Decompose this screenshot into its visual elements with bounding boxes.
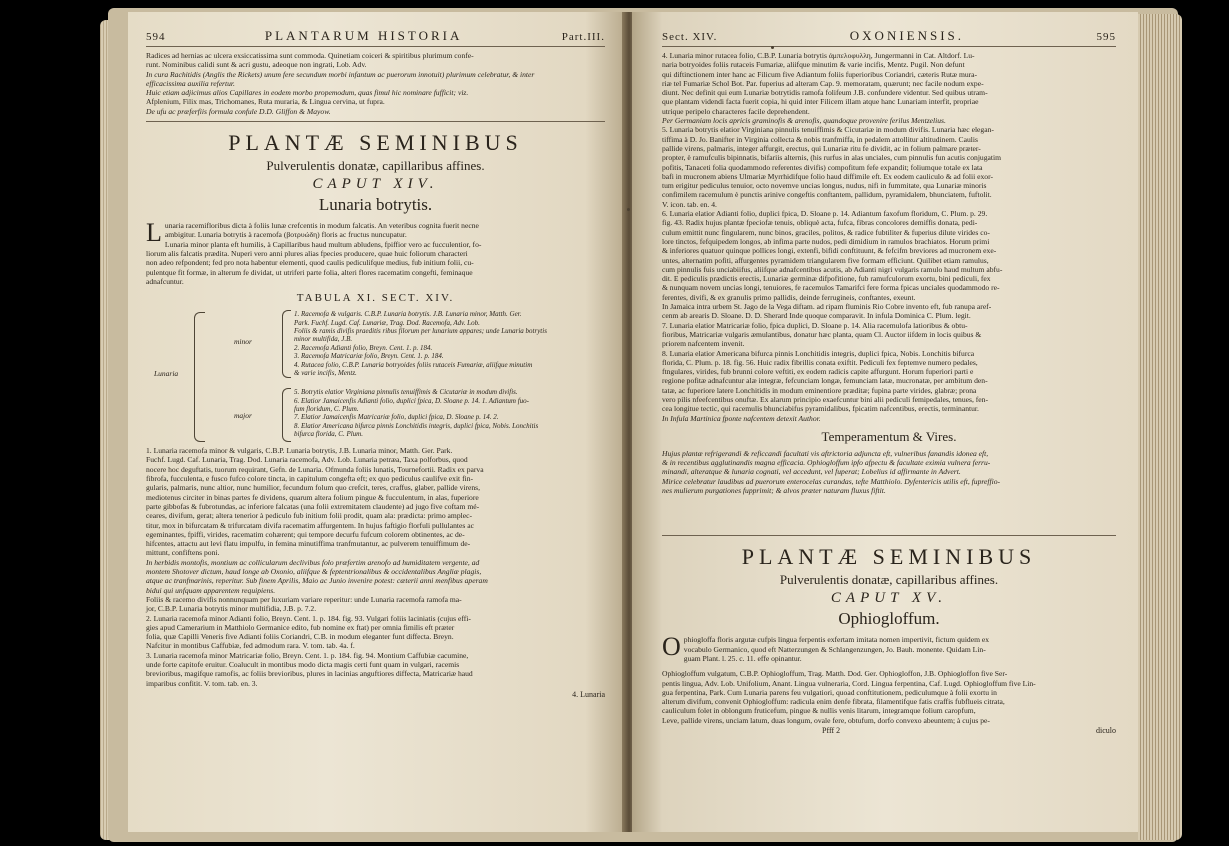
text-line: In Jamaica intra urbem St. Jago de la Vega diftam. ad ripam fluminis Rio Cobre invento eft, fub ranupa aref- — [662, 302, 992, 312]
text-line: 2. Lunaria racemofa minor Adianti folio, Breyn. Cent. 1. p. 184. fig. 93. Vulgari foliis laciniatis (cujus effi- — [146, 613, 471, 623]
table-entry: 3. Racemofa Matricariæ folio, Breyn. Cent. 1. p. 184. — [294, 352, 444, 361]
table-major-brace — [282, 388, 291, 442]
table-major-label: major — [234, 411, 252, 421]
divider-rule — [662, 535, 1116, 536]
text-line: 3. Lunaria racemofa minor Matricariæ folio, Breyn. Cent. 1. p. 184. fig. 94. Montium Caffubiæ cacumine, — [146, 650, 469, 660]
text-line: bafi in mucronem abiens Ulmariæ Myrrhidifque folio haud diffimile eft. Ex eodem cauliculo & ad folii exor- — [662, 171, 993, 181]
text-line: & nunquam novem uncias longi, tenuiores, fe racemulos Tamarifci fere forma fpicas unciales quodammodo re- — [662, 283, 1000, 293]
text-line: untes, alternatim pofiti, affurgentes pyramidem triangularem five formam efficiunt. Quilibet etiam ramulus, — [662, 255, 989, 265]
text-line: Foliis & racemo divifis nonnunquam per luxuriam variare reperitur: unde Lunaria racemofa ramofa ma- — [146, 594, 462, 604]
right-page — [632, 12, 1138, 832]
text-line: atque ac tranfmarinis, reperitur. Sub finem Aprilis, Maio ac Junio invenire potest: cæterii anni menfibus aperam — [146, 576, 488, 586]
text-line: 1. Lunaria racemofa minor & vulgaris, C.B.P. Lunaria botrytis, J.B. Lunaria minor, Matth. Ger. Park. — [146, 446, 453, 456]
table-entry: 6. Elatior Jamaicenfis Adianti folio, duplici fpica, D. Sloane p. 14. 1. Adiantum fuo- — [294, 396, 530, 405]
right-page-content — [662, 28, 1116, 822]
right-section-title: PLANTÆ SEMINIBUS — [741, 544, 1037, 570]
text-line: propter, è ramufculis bipinnatis, bifariis alternis, (his rurfus in alas unciales, cum pinnulis fun acutis conjugatim — [662, 153, 1002, 163]
text-line: mittunt, confiftens poni. — [146, 548, 220, 558]
text-line: florida, C. Plum. p. 18. fig. 56. Huic radix fibrillis conata exiftit. Pediculi fex feptemve numero pedales, — [662, 357, 978, 367]
table-entry: 8. Elatior Americana bifurca pinnis Lonchitidis integris, duplici fpica, Nobis. Lonchitis — [294, 421, 539, 430]
text-line: guam Plant. l. 25. c. 11. effe opinantur. — [683, 653, 802, 663]
table-group-label: Lunaria — [154, 369, 179, 379]
text-line: fibrofa, fucculenta, e fusco fufco colore tincta, in capitulum congefta eft; ex quo pediculus caulifve exit fin- — [146, 474, 474, 484]
right-body-text-a — [662, 51, 1116, 423]
table-entry: minor multifida, J.B. — [294, 335, 353, 344]
left-catchword: 4. Lunaria — [572, 689, 605, 699]
text-line: In cura Rachitidis (Anglis the Rickets) unum fere secundum morbi infantum ac puerorum innotuit) plurimum celebratur, & inter — [146, 69, 535, 79]
text-line: ferentes, divifi, & ex granulis primo pallidis, deinde ferrugineis, conftantes, exeunt. — [662, 292, 916, 302]
text-line: folia, quæ Capilli Veneris five Adianti foliis Coriandri, C.B. in modum eleganter funt diffecta. Breyn. — [146, 632, 454, 642]
text-line: fig. 43. Radix hujus plantæ fpeciofæ tenuis, obliquè acta, fufca, fibras concolores demiffis donata, pedi- — [662, 218, 978, 228]
text-line: titur, mox in bifurcatam & trifurcatam divifa racematim affurgentem. In hujus faftigio florfuli pullulantes ac — [146, 520, 474, 530]
left-running-head — [146, 28, 605, 47]
right-opening-paragraph — [662, 632, 1116, 663]
text-line: lore tinctos, fefquipedem longos, ab infima parte nudos, pedi dimidium in ramulos brachiatos. Horum primi — [662, 236, 990, 246]
table-entry: Foliis & ramis divifis praeditis ribus filorum per lunarium appares; unde Lunaria botrytis — [294, 326, 547, 335]
text-line: egeminantes, fpiffi, virides, racematim cohærent; qui tempore decurfu fufcum colorem obtinentes, ac de- — [146, 529, 465, 539]
text-line: bidui qui unfquam apparentem requipiens. — [146, 585, 276, 595]
table-entry: 4. Rutacea folio, C.B.P. Lunaria botryoides foliis rutaceis Fumariæ, aliifque minutim — [294, 360, 533, 369]
divider-rule — [146, 121, 605, 122]
left-section-title: PLANTÆ SEMINIBUS — [228, 130, 523, 156]
text-line: In Infula Martinica fponte nafcentem detexit Author. — [662, 413, 821, 423]
text-line: 8. Lunaria elatior Americana bifurca pinnis Lonchitidis integris, duplici fpica, Nobis. Lonchitis bifurca — [662, 348, 975, 358]
table-entry: 7. Elatior Jamaicenfis Matricariæ folio, duplici fpica, D. Sloane p. 14. 2. — [294, 413, 499, 422]
text-line: brevioribus, magifque ramofis, ac foliis brevioribus, plures in lacinias anguftiores diffecta, Matricariæ haud — [146, 669, 473, 679]
left-genus-heading: Lunaria botrytis. — [318, 195, 433, 215]
text-line: & in recentibus agglutinandis magna efficacia. Ophiogloffum ipfo afpectu & facultate eximia vulnera ferru- — [662, 458, 991, 468]
left-section-subtitle: Pulverulentis donatæ, capillaribus affines. — [266, 158, 485, 174]
text-line: Huic etiam adjicimus alios Capillares in eodem morbo propemodum, quas fimul hic nominare fufficit; viz. — [146, 88, 469, 98]
text-line: Nafcitur in montibus Caffubiæ, fed admodum rara. V. tom. tab. 4a. f. — [146, 641, 355, 651]
text-line: Afplenium, Filix mas, Trichomanes, Ruta muraria, & Lingua cervina, ut fupra. — [146, 97, 385, 107]
text-line: hifcentes, attactu aut levi flatu impulfu, in femina minutiffima tranfmutantur, ac pulverem tenuiffimum de- — [146, 539, 471, 549]
text-line: pentis lingua, Adv. Lob. Unifolium, Anant. Lingua vulneraria, Cord. Lingua ferpentina, Caf. Lugd. Ophiogloffum five Lin- — [662, 678, 1036, 688]
page-pinhole — [627, 208, 630, 211]
text-line: ambigitur. Lunaria botrytis à racemofa (βοτρυώδη) floris ac fructus nuncupatur. — [164, 230, 407, 240]
right-genus-heading: Ophiogloffum. — [838, 609, 940, 629]
page-pinhole — [771, 46, 774, 49]
text-line: Fuchf. Lugd. Caf. Lunaria, Trag. Dod. Lunaria racemofa, Adv. Lob. Lunaria petræa, Taxa polforbus, quod — [146, 455, 468, 465]
text-line: Radices ad hernias ac ulcera exsiccatissima sunt commoda. Quinetiam coiceri & spiritibus plurimum confe- — [146, 51, 474, 60]
text-line: Leve, pallide virens, unciam latum, duas longum, ovale fere, obtufum, dorfo convexo abeuntem; à cujus pe- — [662, 715, 990, 725]
table-entry: bifurca florida, C. Plum. — [294, 430, 363, 439]
left-running-title: PLANTARUM HISTORIA — [264, 28, 463, 43]
text-line: efficacissima auxilia refertur. — [146, 78, 235, 88]
text-line: priorem nafcentem invenit. — [662, 339, 745, 349]
table-minor-list — [294, 310, 605, 377]
text-line: fioribus, Matricariæ vulgaris æmulantibus, donatur hæc planta, quam Cl. Auctor iifdem in locis quibus & — [662, 329, 982, 339]
text-line: liorum alis falcatis prædita. Nuperi vero anni plures alias fpecies producere, quae huic foliorum characteri — [146, 248, 468, 258]
text-line: De ufu ac præferfiis formula confule D.D. Gliffon & Mayow. — [146, 106, 331, 116]
right-running-title: OXONIENSIS. — [849, 28, 965, 43]
text-line: nes mulierum purgationes fupprimit; & alvos præter naturam fluxus fiftit. — [662, 486, 886, 496]
right-section-label: Sect. XIV. — [662, 31, 718, 43]
left-body-text — [146, 446, 605, 688]
text-line: naria botryoides foliis rutaceis Fumariæ, aliifque minutim & varie incifis, Mentz. Pugil. Non defunt — [662, 60, 965, 70]
table-entry: Park. Fuchf. Lugd. Caf. Lunariæ, Trag. Dod. Racemofa, Adv. Lob. — [294, 318, 480, 327]
text-line: pofitis, Tanaceti folia quodammodo referentes divifis) compofitum fefe expandit; foliumque totale ex lata — [662, 162, 983, 172]
text-line: Mirice celebratur laudibus ad puerorum enterocelas curandas, tefte Matthiolo. Dyfentericis utilis eft, fupreffio- — [662, 476, 1001, 486]
left-dropcap: L — [146, 218, 162, 248]
text-line: utrique peripelo characteres facile deprehendent. — [662, 106, 810, 116]
tabula-heading: TABULA XI. SECT. XIV. — [296, 292, 455, 305]
text-line: phiogloffa floris argutæ cufpis lingua ferpentis exfertam imitata nomen impertivit, fictum quidem ex — [683, 635, 990, 645]
text-line: tum erigitur pediculus tenuior, octo novemve uncias longus, nudus, nifi in fummitate, qua Lunariæ minoris — [662, 181, 987, 191]
table-minor-brace — [282, 310, 291, 378]
text-line: regione pofitæ adnafcuntur alæ integræ, fefcunciam longæ, femunciam latæ, mucronatæ, per ambitum den- — [662, 376, 988, 386]
right-vires-text — [662, 449, 1116, 495]
text-line: gua ferpentina, Park. Cum Lunaria parens feu vulgatiori, quoad conftitutionem, pediculumque à folii exortu in — [662, 687, 997, 697]
left-opening-paragraph — [146, 218, 605, 286]
table-entry: & varie incifis, Mentz. — [294, 369, 357, 377]
right-caput-heading: CAPUT XV. — [830, 590, 948, 607]
text-line: gularis, palmaris, nunc altior, nunc humilior, fecundum folum quo crefcit, teres, craffus, glaber, pallide virens, — [146, 483, 481, 493]
text-line: ceares, divifum, gerat; altera tenerior à pediculo fub initium folii prodit, quam ala: prædicta: primo amplec- — [146, 511, 472, 521]
text-line: unde forte capitofe eruitur. Coalucult in montibus modo dicta magis certi funt quam in vulgari, racemis — [146, 659, 460, 669]
right-running-head — [662, 28, 1116, 47]
text-line: V. icon. tab. en. 4. — [662, 199, 717, 209]
text-line: vero pilis nfeefcentibus onuftæ. Ex alarum principio exaefcuntur bini alii pediculi femipedales, tenues, fen- — [662, 394, 989, 404]
text-line: riæ tel Fumariæ Schol Bot. Par. fuperius ad alteram Cap. 9. memoratam, quærunt; nec facile nodum expe- — [662, 78, 984, 88]
text-line: vocabulo Germanico, quod eft Natterzungen & Schlangenzungen, Jo. Bauh. monente. Quidam Lin- — [683, 644, 986, 654]
right-body-text-b — [662, 669, 1116, 725]
text-line: montem Shotover dictum, haud longe ab Oxonio, aliifque & feptentrionalibus & occidentalibus Angliæ plagis, — [146, 567, 482, 577]
left-intro-text — [146, 51, 605, 116]
text-line: cenm ab arearis D. Sloane. D. D. Sherard Inde quoque comparavit. In infula Dominica C. Plum. legit. — [662, 311, 971, 321]
text-line: 6. Lunaria elatior Adianti folio, duplici fpica, D. Sloane p. 14. Adiantum faxofum floridum, C. Plum. p. 29. — [662, 209, 988, 219]
right-section-subtitle: Pulverulentis donatæ, capillaribus affines. — [779, 572, 999, 588]
text-line: dit. E pediculis prædictis erectis, Lunariæ germinæ difpofitione, fub ramufculorum exortu, bini pediculi, fex — [662, 274, 991, 284]
left-part-label: Part.III. — [561, 31, 605, 43]
table-major-list — [294, 388, 605, 438]
text-line: 7. Lunaria elatior Matricariæ folio, fpica duplici, D. Sloane p. 14. Alia racemulofa latioribus & obtu- — [662, 320, 968, 330]
text-line: mediotenus circiter in binas partes fe dividens, quarum altera folium pingue & fucculentum, in alas, fuperiore — [146, 492, 479, 502]
table-entry: 5. Botrytis elatior Virginiana pinnulis tenuiffimis & Cicutariæ in modum divifis. — [294, 388, 518, 397]
text-line: jor, C.B.P. Lunaria botrytis minor multifidia, J.B. p. 7.2. — [146, 604, 317, 614]
right-dropcap: O — [662, 632, 681, 662]
text-line: Ophiogloffum vulgatum, C.B.P. Ophiogloffum, Trag. Matth. Dod. Ger. Ophiogloffon, J.B. Ophiogloffon five Ser- — [662, 669, 1008, 679]
text-line: que plantam videndi facta fuerit copia, hi quid inter Filicem illam atque hanc Lunariam interfit, propriae — [662, 97, 979, 107]
text-line: cum pinnulis fuis unciabiifus, aliifque adnafcentibus acutis, ab Adianti nigri vulgaris ramulo haud multum abfu- — [662, 264, 1003, 274]
text-line: pulentque fit formæ, in alterum fe dividat, ut utriferi parte folia, alteri flores racematim congefti, feminaque — [146, 267, 473, 277]
text-line: In herbidis montofis, montium ac collicularum declivibus folo præfertim arenofo ad humiditatem vergente, ad — [146, 557, 480, 567]
left-page-content — [146, 28, 605, 822]
text-line: non adeo refpondent; fed pro nota habentur elementi, quod caulis pediculifque medius, fub initium folii, cu- — [146, 258, 474, 268]
text-line: gies apud Camerarium in Matthiolo Germanice edito, fub nomine ex ftat) per omnia fimilis eft præter — [146, 622, 455, 632]
table-entry: 2. Racemofa Adianti folio, Breyn. Cent. 1. p. 184. — [294, 343, 433, 352]
text-line: cea longitue tectic, qui racemulis bhunciabifus pyramidalibus, fpicatim nafcentibus, erectis, terminantur. — [662, 404, 979, 414]
text-line: unaria racemifloribus dicta à foliis lunæ crefcentis in modum falcatis. An veteribus cognita fuerit necne — [164, 221, 479, 231]
right-page-edges — [1138, 14, 1182, 840]
text-line: pallide virens, palmaris, integer affurgit, erectus, qui Lunariæ ritu fe dividit, ac in folium palmare præter- — [662, 143, 981, 153]
text-line: cauliculum folet in oblongum fruticefum, pingue & nullis venis litarum, integramque folium caropfum, — [662, 706, 976, 716]
text-line: Lunaria minor planta eft humilis, à Capillaribus haud multum abludens, fpiffior vero ac fucculentior, fo- — [164, 239, 482, 249]
text-line: tiffima à D. Jo. Banifter in Virginia collecta & nobis tranfmiffa, in pedalem attollitur altitudinem. Caulis — [662, 134, 978, 144]
text-line: diunt. Nec definit qui eum Lunariæ botrytidis ramofa folifeum J.B. confundere videntur. Sed quibus utram- — [662, 88, 988, 98]
text-line: 5. Lunaria botrytis elatior Virginiana pinnulis tenuiffimis & Cicutariæ in modum divifis. Lunaria hæc elegan- — [662, 125, 994, 135]
text-line: minandi, alteratque & lunaria cognati, vel accedunt, vel fuperat; Lobelius id affirmante in Advert. — [662, 467, 961, 477]
left-page-number: 594 — [146, 31, 166, 43]
table-minor-label: minor — [234, 337, 252, 347]
text-line: adnafcuntur. — [146, 276, 184, 286]
text-line: & inferiores quatuor quinque pollices longi, extenfi, bifidi conftituunt, & fefcifm breviores ad mucronem exe- — [662, 246, 997, 256]
table-entry: 1. Racemofa & vulgaris. C.B.P. Lunaria botrytis. J.B. Lunaria minor, Matth. Ger. — [294, 310, 522, 319]
right-signature-mark: Pfff 2 — [822, 726, 841, 736]
text-line: Hujus plantæ refrigerandi & reficcandi facultati vis aftrictoria adjuncta eft, vulneribus fanandis idonea eft, — [662, 448, 989, 458]
right-catchword: diculo — [1096, 726, 1116, 736]
species-table — [146, 308, 605, 446]
text-line: tatæ, ac fuperiore latere Lonchitidis in modum eminentiore præditæ; fupina parte virides, glabræ; prona — [662, 385, 977, 395]
text-line: imparibus confitit. V. tom. tab. en. 3. — [146, 678, 258, 688]
text-line: nocere hoc deguftatis, tuorum requirant, Gefn. de Lunaria. Ofmunda foliis lunatis, Tournefortii. Radix ex parva — [146, 464, 484, 474]
text-line: runt. Nominibus calidi sunt & acri gustu, adeoque non ingrati, Lob. Adv. — [146, 60, 367, 70]
left-page — [128, 12, 625, 832]
right-page-number: 595 — [1096, 31, 1116, 43]
temperamentum-heading: Temperamentum & Vires. — [821, 428, 957, 444]
table-outer-brace — [194, 312, 205, 442]
left-caput-heading: CAPUT XIV. — [312, 176, 439, 193]
text-line: parte gibbofas & fubrotundas, ac inferiore falcatas (una folii extremitatem claudente) ad jugo five coftam mé- — [146, 501, 480, 511]
table-entry: fum floridum, C. Plum. — [294, 404, 359, 413]
text-line: qui diftinctionem inter hanc ac Filicum five Adiantum foliis fuperioribus Coriandri, cæteris Rutæ mura- — [662, 69, 978, 79]
text-line: ftngulares, virides, fub brunni colore veftiti, ex eodem radicis capite affurgunt. Horum fuperiori parti e — [662, 367, 974, 377]
text-line: confimilem racemulum è punctis arinive congeftis conftantem, pallidum, pyramidalem, bhunciatem, fuftolit. — [662, 190, 992, 200]
text-line: alterum divifum, convenit Ophiogloffum: radicula enim denfe fibrata, filamentifque fatis craffis fubflueis citrata, — [662, 697, 1005, 707]
text-line: 4. Lunaria minor rutacea folio, C.B.P. Lunaria botrytis ἀμπελοφυλλη, Jungermanni in Cat. Altdorf. Lu- — [662, 51, 975, 60]
text-line: culum emittit nunc fingularem, nunc binos, graciles, politos, & radice fubtiliter & fuperius dilute virides co- — [662, 227, 990, 237]
text-line: Per Germaniam locis apricis graminofis & arenofis, quandoque provenire ferilus Mentzelius. — [662, 116, 946, 126]
